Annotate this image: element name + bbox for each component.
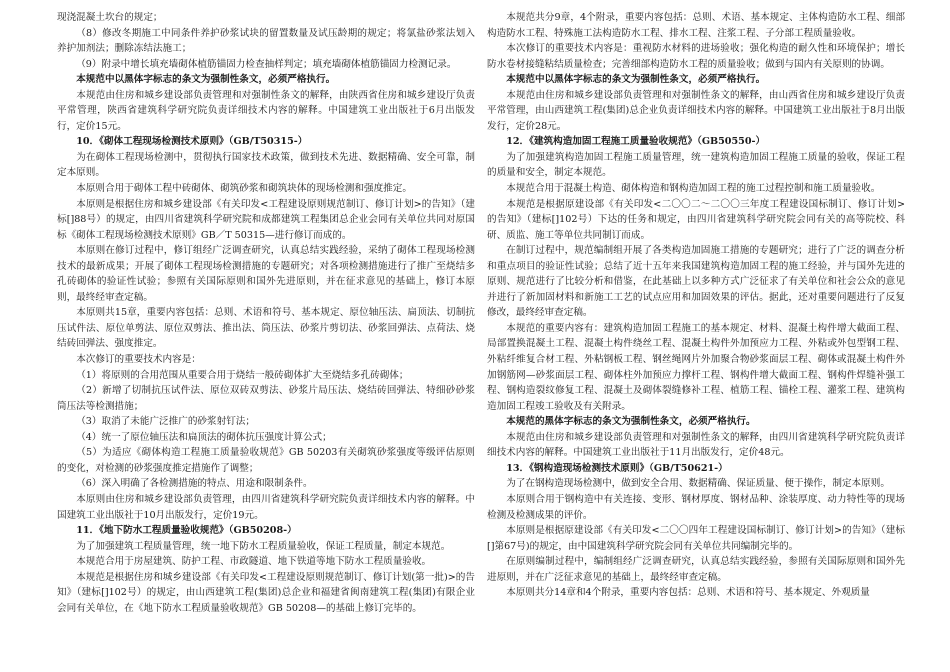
- paragraph: 本规范共分9章，4个附录，重要内容包括：总则、术语、基本规定、主体构造防水工程、细部构造防水工程、特殊施工法构造防水工程、排水工程、注浆工程、子分部工程质量验收。: [487, 12, 905, 39]
- left-column: [57, 10, 475, 616]
- mandatory-notice: 本规范的黑体字标志的条文为强制性条文，必须严格执行。: [506, 416, 756, 428]
- section-heading: 13．《钢构造现场检测技术原则》（GB/T50621-）: [506, 462, 728, 474]
- paragraph: 本原则共分14章和4个附录，重要内容包括：总则、术语和符号、基本规定、外观质量: [506, 587, 870, 599]
- paragraph: 本规范由住房和城乡建设部负责管理和对强制性条文的解释，由四川省建筑科学研究院负责详细技术内容的解释。中国建筑工业出版社于11月出版发行，定价48元。: [487, 431, 905, 459]
- paragraph: 为了在钢构造现场检测中，做到安全合用、数据精确、保证质量、便于操作，制定本原则。: [506, 478, 890, 490]
- section-heading: 10．《砌体工程现场检测技术原则》（GB/T50315-）: [76, 136, 308, 148]
- paragraph: 本原则是根据住房和城乡建设部《有关印发<工程建设原则规范制订、修订计划>的告知》（建标[]88号）的规定，由四川省建筑科学研究院和成都建筑工程集团总企业会同有关单位共同对原国标《砌体工程现场检测技术原则》GB／T 50315—进行修订而成的。: [57, 198, 475, 241]
- paragraph: 本次修订的重要技术内容是：重视防水材料的进场验收；强化构造的耐久性和环境保护；增长防水卷材接缝粘结质量检查；完善细部构造防水工程的质量验收；做到与国内有关原则的协调。: [487, 43, 905, 70]
- paragraph: （2）新增了切制抗压试件法、原位双砖双剪法、砂浆片局压法、烧结砖回弹法、特细砂砂浆筒压法等检测措施；: [57, 385, 475, 412]
- paragraph: （4）统一了原位轴压法和扁顶法的砌体抗压强度计算公式；: [76, 431, 332, 443]
- section-heading: 12．《建筑构造加固工程施工质量验收规范》（GB50550-）: [506, 136, 766, 148]
- paragraph: 本原则是根据原建设部《有关印发<二〇〇四年工程建设国标制订、修订计划>的告知》（建标[]第67号)的规定，由中国建筑科学研究院会同有关单位共同编制完毕的。: [487, 525, 905, 552]
- paragraph: 本规范由住房和城乡建设部负责管理和对强制性条文的解释，由山西省住房和城乡建设厅负责平常管理，由山西建筑工程(集团)总企业负责详细技术内容的解释。中国建筑工业出版社于8月出版发行，定价28元。: [487, 89, 905, 132]
- paragraph: （1）将原则的合用范围从重要合用于烧结一般砖砌体扩大至烧结多孔砖砌体；: [76, 369, 409, 381]
- paragraph: （9）附录中增长填充墙砌体植筋锚固力检查抽样判定；填充墙砌体植筋锚固力检测记录。: [76, 58, 457, 70]
- paragraph: （5）为适应《砌体构造工程施工质量验收规范》GB 50203有关砌筑砂浆强度等级评估原则的变化，对检测的砂浆强度推定措施作了调整；: [57, 447, 475, 474]
- paragraph: 本规范是根据住房和城乡建设部《有关印发<工程建设原则规范制订、修订计划(第一批)>的告知》（建标[]102号）的规定，由山西建筑工程(集团)总企业和福建省闽南建筑工程(集团)有限企业会同有关单位，在《地下防水工程质量验收规范》GB 50208—的基础上修订完毕的。: [57, 571, 475, 614]
- paragraph: 本原则共15章，重要内容包括：总则、术语和符号、基本规定、原位轴压法、扁顶法、切制抗压试件法、原位单剪法、原位双剪法、推出法、筒压法、砂浆片剪切法、砂浆回弹法、点荷法、烧结砖回弹法、强度推定。: [57, 307, 475, 350]
- paragraph: 为在砌体工程现场检测中，贯彻执行国家技术政策，做到技术先进、数据精确、安全可靠，制定本原则。: [57, 151, 475, 179]
- paragraph: 本原则在修订过程中，修订组经广泛调查研究，认真总结实践经验，采纳了砌体工程现场检测技术的最新成果；开展了砌体工程现场检测措施的专题研究；对各项检测措施进行了推广至烧结多孔砖砌体的验证性试验；参照有关国际原则和国外先进原则，并在征求意见的基础上，修订本原则，最终经审查定稿。: [57, 245, 475, 303]
- paragraph: 本原则合用于砌体工程中砖砌体、砌筑砂浆和砌筑块体的现场检测和强度推定。: [76, 183, 412, 195]
- paragraph: （3）取消了未能广泛推广的砂浆射钉法；: [76, 416, 255, 428]
- paragraph: 本原则合用于钢构造中有关连接、变形、钢材厚度、钢材品种、涂装厚度、动力特性等的现场检测及检测成果的评价。: [487, 493, 905, 521]
- paragraph: 现浇混凝土坎台的规定；: [57, 12, 163, 23]
- paragraph: 本规范合用于混凝土构造、砌体构造和钢构造加固工程的施工过程控制和施工质量验收。: [506, 183, 881, 195]
- paragraph: 在原则编制过程中，编制组经广泛调查研究，认真总结实践经验，参照有关国际原则和国外先进原则，并在广泛征求意见的基础上，最终经审查定稿。: [487, 556, 905, 583]
- paragraph: （6）深入明确了各检测措施的特点、用途和限制条件。: [76, 478, 313, 490]
- mandatory-notice: 本规范中以黑体字标志的条文为强制性条文，必须严格执行。: [506, 74, 766, 86]
- section-heading: 11．《地下防水工程质量验收规范》（GB50208-）: [76, 525, 297, 537]
- paragraph: 本原则由住房和城乡建设部负责管理，由四川省建筑科学研究院负责详细技术内容的解释。中国建筑工业出版社于10月出版发行，定价19元。: [57, 493, 475, 521]
- paragraph: 本次修订的重要技术内容是：: [76, 354, 201, 366]
- paragraph: 本规范的重要内容有：建筑构造加固工程施工的基本规定、材料、混凝土构件增大截面工程、局部置换混凝土工程、混凝土构件绕丝工程、混凝土构件外加预应力工程、外粘或外包型钢工程、外粘纤维复合材工程、外粘钢板工程、钢丝绳网片外加聚合物砂浆面层工程、砌体或混凝土构件外加钢筋网—砂浆面层工程、砌体柱外加预应力撑杆工程、钢构件增大截面工程、钢构件焊缝补强工程、钢构造裂纹修复工程、混凝土及砌体裂缝修补工程、植筋工程、锚栓工程、灌浆工程、建筑构造加固工程竣工验收及有关附录。: [487, 322, 905, 412]
- mandatory-notice: 本规范中以黑体字标志的条文为强制性条文，必须严格执行。: [76, 74, 336, 86]
- paragraph: 本规范由住房和城乡建设部负责管理和对强制性条文的解释，由陕西省住房和城乡建设厅负责平常管理，陕西省建筑科学研究院负责详细技术内容的解释。中国建筑工业出版社于6月出版发行，定价15元。: [57, 89, 475, 132]
- paragraph: 为了加强建筑工程质量管理，统一地下防水工程质量验收，保证工程质量，制定本规范。: [76, 540, 451, 552]
- paragraph: 本规范是根据原建设部《有关印发<二〇〇二～二〇〇三年度工程建设国标制订、修订计划>的告知》（建标[]102号）下达的任务和规定，由四川省建筑科学研究院会同有关的高等院校、科研、质监、施工等单位共同制订而成。: [487, 198, 905, 241]
- paragraph: （8）修改冬期施工中同条件养护砂浆试块的留置数量及试压龄期的规定；将氯盐砂浆法划入养护加剂法；删除冻结法施工；: [57, 27, 475, 55]
- right-column: [487, 10, 905, 601]
- paragraph: 在制订过程中，规范编制组开展了各类构造加固施工措施的专题研究；进行了广泛的调查分析和重点项目的验证性试验；总结了近十五年来我国建筑构造加固工程的施工经验，并与国外先进的原则、规范进行了比较分析和借鉴，在此基础上以多种方式广泛征求了有关单位和社会公众的意见并进行了新加固材料和新施工工艺的试点应用和加固效果的评估。据此，还对重要问题进行了反复修改，最终经审查定稿。: [487, 245, 905, 319]
- paragraph: 本规范合用于房屋建筑、防护工程、市政隧道、地下铁道等地下防水工程质量验收。: [76, 556, 432, 568]
- paragraph: 为了加强建筑构造加固工程施工质量管理，统一建筑构造加固工程施工质量的验收，保证工程的质量和安全，制定本规范。: [487, 151, 905, 179]
